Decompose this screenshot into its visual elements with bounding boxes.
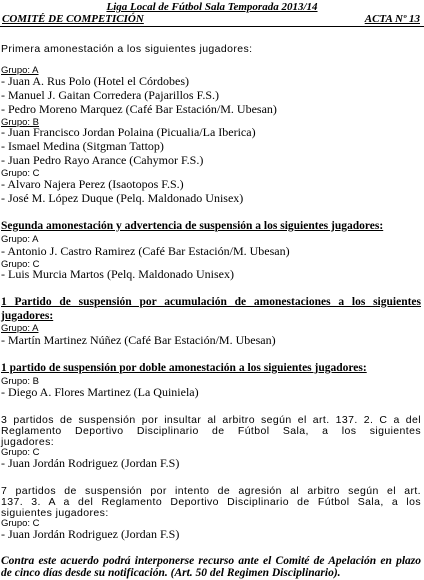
section-heading-insult-suspension: 3 partidos de suspensión por insultar al arbitro según el art. 137. 2. C a del [1, 414, 421, 426]
section-heading-aggression-suspension: 7 partidos de suspensión por intento de agresión al arbitro según el art. [1, 485, 421, 497]
player-entry: - Alvaro Najera Perez (Isaotopos F.S.) [1, 177, 184, 191]
section-heading-accumulation-suspension: 1 Partido de suspensión por acumulación de amonestaciones a los siguientes [1, 296, 421, 308]
group-label: Grupo: C [1, 168, 40, 179]
player-entry: - Diego A. Flores Martinez (La Quiniela) [1, 385, 199, 399]
group-label: Grupo: A [1, 65, 39, 76]
header-divider [0, 26, 424, 27]
section-heading-second-warning: Segunda amonestación y advertencia de suspensión a los siguientes jugadores: [1, 220, 384, 232]
group-label: Grupo: B [1, 376, 40, 387]
section-heading-insult-suspension-cont: Reglamento Deportivo Disciplinario de Fútbol Sala, a los siguientes [1, 425, 421, 437]
committee-heading: COMITÉ DE COMPETICIÓN [2, 13, 144, 25]
player-entry: - José M. López Duque (Pelq. Maldonado Unisex) [1, 191, 244, 205]
player-entry: - Juan Jordán Rodriguez (Jordan F.S) [1, 456, 180, 470]
group-label: Grupo: C [1, 447, 40, 458]
group-label: Grupo: C [1, 259, 40, 270]
player-entry: - Juan Francisco Jordan Polaina (Picualia/La Iberica) [1, 125, 256, 139]
player-entry: - Manuel J. Gaitan Corredera (Pajarillos F.S.) [1, 88, 219, 102]
player-entry: - Antonio J. Castro Ramirez (Café Bar Estación/M. Ubesan) [1, 244, 290, 258]
section-heading-aggression-suspension-end: siguientes jugadores: [1, 507, 109, 519]
group-label: Grupo: B [1, 117, 40, 128]
group-label: Grupo: A [1, 234, 39, 245]
section-heading-first-warning: Primera amonestación a los siguientes jugadores: [1, 43, 253, 55]
player-entry: - Martín Martinez Núñez (Café Bar Estación/M. Ubesan) [1, 333, 276, 347]
player-entry: - Juan Jordán Rodriguez (Jordan F.S) [1, 527, 180, 541]
act-number: ACTA Nº 13 [364, 13, 420, 25]
section-heading-double-warning-suspension: 1 partido de suspensión por doble amonestación a los siguientes jugadores: [1, 362, 367, 374]
appeal-notice-cont: de cinco días desde su notificación. (Art. 50 del Regimen Disciplinario). [1, 567, 341, 579]
player-entry: - Ismael Medina (Sitgman Tattop) [1, 139, 164, 153]
player-entry: - Pedro Moreno Marquez (Café Bar Estación/M. Ubesan) [1, 102, 277, 116]
group-label: Grupo: A [1, 323, 39, 334]
player-entry: - Juan Pedro Rayo Arance (Cahymor F.S.) [1, 153, 204, 167]
player-entry: - Luis Murcia Martos (Pelq. Maldonado Unisex) [1, 267, 234, 281]
group-label: Grupo: C [1, 518, 40, 529]
league-title: Liga Local de Fútbol Sala Temporada 2013/14 [106, 1, 318, 13]
section-heading-insult-suspension-end: jugadores: [1, 436, 55, 448]
section-heading-aggression-suspension-cont: 137. 3. A a del Reglamento Deportivo Disciplinario de Fútbol Sala, a los [1, 496, 421, 508]
appeal-notice: Contra este acuerdo podrá interponerse recurso ante el Comité de Apelación en plazo [1, 555, 421, 567]
player-entry: - Juan A. Rus Polo (Hotel el Córdobes) [1, 74, 189, 88]
section-heading-accumulation-suspension-cont: jugadores: [1, 310, 54, 322]
